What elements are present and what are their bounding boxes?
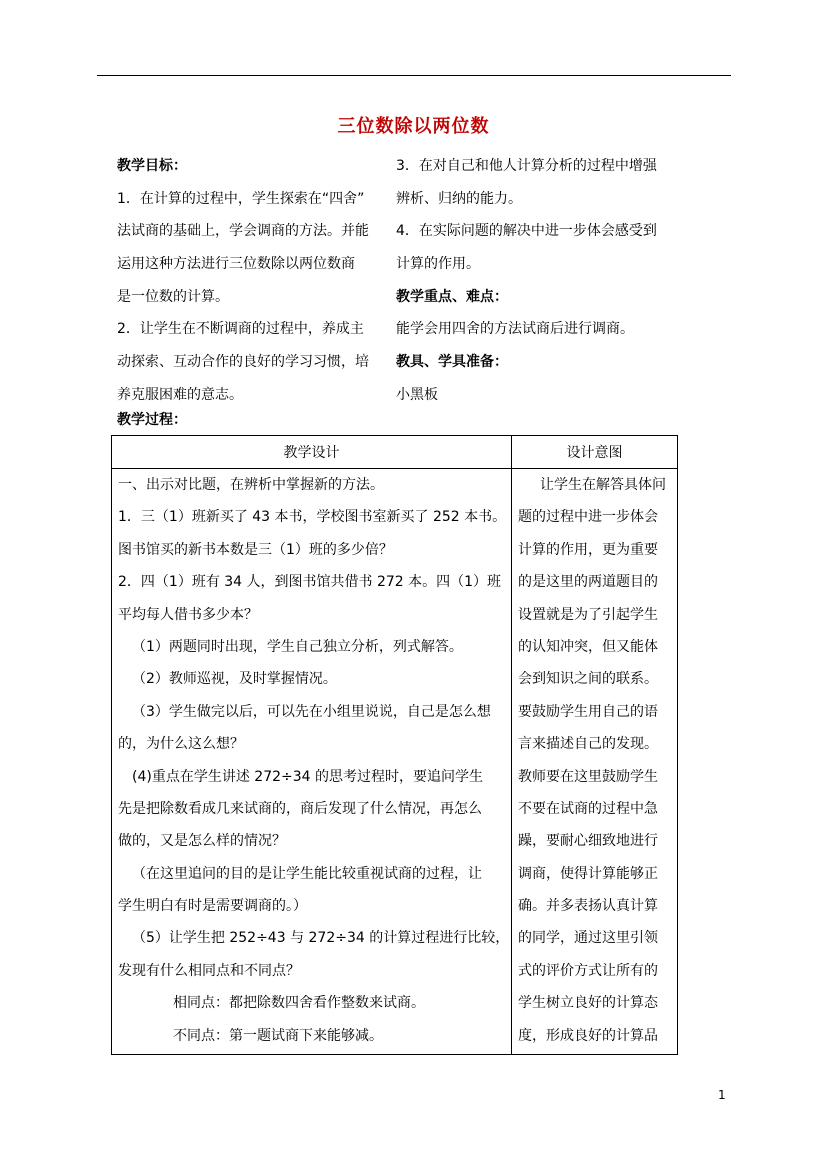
intent-line: 要鼓励学生用自己的语 <box>518 703 658 720</box>
design-line: 2．四（1）班有 34 人，到图书馆共借书 272 本。四（1）班 <box>118 574 502 591</box>
design-line: 做的，又是怎么样的情况？ <box>118 833 286 850</box>
intent-line: 的同学，通过这里引领 <box>518 930 658 947</box>
intent-cell <box>512 469 678 1055</box>
intent-line: 度，形成良好的计算品 <box>518 1027 658 1044</box>
design-line: 先是把除数看成几来试商的，商后发现了什么情况，再怎么 <box>118 800 482 817</box>
goals-right-line: 4．在实际问题的解决中进一步体会感受到 <box>396 223 657 240</box>
design-line: （3）学生做完以后，可以先在小组里说说，自己是怎么想 <box>132 703 491 720</box>
key-points-heading: 教学重点、难点： <box>396 288 508 305</box>
goals-left-line: 运用这种方法进行三位数除以两位数商 <box>117 256 355 273</box>
table-header-row <box>112 436 678 469</box>
goals-right-line: 3．在对自己和他人计算分析的过程中增强 <box>396 158 657 174</box>
intent-line: 式的评价方式让所有的 <box>518 962 658 979</box>
intent-line: 言来描述自己的发现。 <box>518 736 658 753</box>
goals-left-line: 动探索、互动合作的良好的学习习惯，培 <box>117 354 369 371</box>
intent-line: 让学生在解答具体问 <box>540 477 666 493</box>
goals-left-column <box>117 150 387 412</box>
goals-right-line: 辨析、归纳的能力。 <box>396 190 522 207</box>
intent-line: 计算的作用，更为重要 <box>518 541 658 558</box>
intent-line: 教师要在这里鼓励学生 <box>518 768 658 785</box>
design-line: 相同点：都把除数四舍看作整数来试商。 <box>173 995 425 1012</box>
key-points-text: 能学会用四舍的方法试商后进行调商。 <box>396 321 634 338</box>
intent-line: 调商，使得计算能够正 <box>518 865 658 882</box>
goals-right-line: 计算的作用。 <box>396 256 480 273</box>
design-line: 不同点：第一题试商下来能够减。 <box>173 1027 383 1044</box>
intent-line: 躁，要耐心细致地进行 <box>518 833 658 850</box>
design-line: 的，为什么这么想？ <box>118 736 244 753</box>
design-line: （1）两题同时出现，学生自己独立分析，列式解答。 <box>132 638 463 655</box>
goals-left-line: 2．让学生在不断调商的过程中，养成主 <box>117 321 364 338</box>
design-line: 学生明白有时是需要调商的。） <box>118 898 307 915</box>
header-rule <box>97 75 731 76</box>
goals-left-line: 1．在计算的过程中，学生探索在“四舍” <box>117 190 365 207</box>
design-line: 发现有什么相同点和不同点？ <box>118 962 300 979</box>
intent-line: 会到知识之间的联系。 <box>518 671 658 688</box>
goals-left-line: 法试商的基础上，学会调商的方法。并能 <box>117 223 369 240</box>
intent-line: 确。并多表扬认真计算 <box>518 898 658 915</box>
goals-left-line: 是一位数的计算。 <box>117 288 229 305</box>
design-cell <box>112 469 512 1055</box>
design-line: （在这里追问的目的是让学生能比较重视试商的过程，让 <box>132 865 482 882</box>
page-title: 三位数除以两位数 <box>337 116 490 137</box>
design-line: 1．三（1）班新买了 43 本书，学校图书室新买了 252 本书。 <box>118 509 507 526</box>
page-number: 1 <box>718 1088 726 1102</box>
intent-line: 的是这里的两道题目的 <box>518 574 658 591</box>
intent-line: 不要在试商的过程中急 <box>518 800 658 817</box>
design-line: （5）让学生把 252÷43 与 272÷34 的计算过程进行比较， <box>132 930 510 947</box>
header-design: 教学设计 <box>112 436 512 469</box>
intent-line: 题的过程中进一步体会 <box>518 509 658 526</box>
goals-left-line: 养克服困难的意志。 <box>117 386 243 403</box>
intent-line: 学生树立良好的计算态 <box>518 995 658 1012</box>
goals-right-column <box>396 150 676 412</box>
materials-heading: 教具、学具准备： <box>396 354 508 371</box>
design-line: (4)重点在学生讲述 272÷34 的思考过程时，要追问学生 <box>132 768 483 785</box>
teaching-process-table <box>111 435 678 1055</box>
table-row <box>112 469 678 1055</box>
design-line: 图书馆买的新书本数是三（1）班的多少倍？ <box>118 541 393 558</box>
intent-line: 的认知冲突，但又能体 <box>518 638 658 655</box>
goals-heading: 教学目标： <box>117 158 187 174</box>
design-line: 一、出示对比题，在辨析中掌握新的方法。 <box>118 477 384 493</box>
process-heading: 教学过程： <box>117 412 187 428</box>
design-line: 平均每人借书多少本？ <box>118 606 258 623</box>
header-intent: 设计意图 <box>512 436 678 469</box>
materials-text: 小黑板 <box>396 386 438 403</box>
intent-line: 设置就是为了引起学生 <box>518 606 658 623</box>
design-line: （2）教师巡视，及时掌握情况。 <box>132 671 337 688</box>
